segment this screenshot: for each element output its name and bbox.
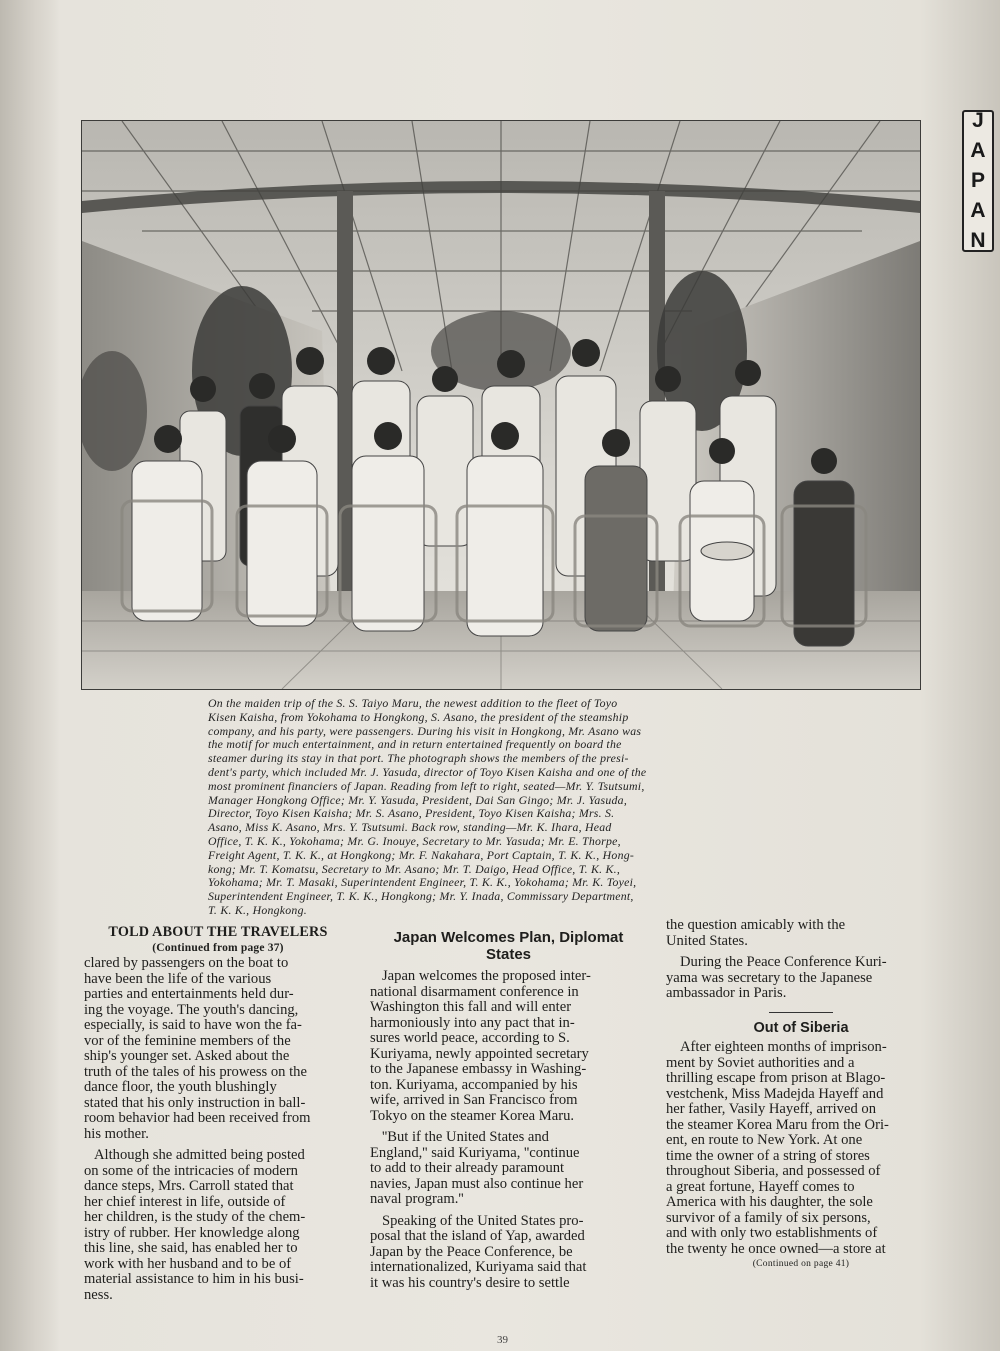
caption-line: T. K. K., Hongkong. [208, 902, 307, 917]
text-line: her chief interest in life, outside of [84, 1193, 286, 1210]
text-line: ''But if the United States and [382, 1129, 549, 1145]
text-line: the twenty he once owned—a store at [666, 1240, 886, 1257]
text-line: truth of the tales of his prowess on the [84, 1063, 307, 1080]
caption-line: most prominent financiers of Japan. Reading from left to right, seated—Mr. Y. Tsutsumi, [208, 778, 645, 793]
text-line: stated that his only instruction in ball- [84, 1094, 306, 1111]
text-line: have been the life of the various [84, 970, 272, 987]
page-number: 39 [497, 1334, 508, 1346]
text-line: ent, en route to New York. At one [666, 1132, 863, 1148]
text-line: dance floor, the youth blushingly [84, 1079, 277, 1095]
text-line: yama was secretary to the Japanese [666, 969, 873, 986]
caption-line: On the maiden trip of the S. S. Taiyo Maru, the newest addition to the fleet of Toyo [208, 696, 618, 710]
text-line: a great fortune, Hayeff comes to [666, 1178, 855, 1195]
caption-line: Superintendent Engineer, T. K. K., Hongkong; Mr. Y. Inada, Commissary Department, [208, 889, 634, 904]
text-line: sures world peace, according to S. [370, 1030, 570, 1046]
text-line: naval program.'' [370, 1191, 464, 1207]
caption-line: dent's party, which included Mr. J. Yasuda, director of Toyo Kisen Kaisha and one of the [208, 764, 647, 779]
text-line: ing the voyage. The youth's dancing, [84, 1001, 299, 1018]
text-line: the question amicably with the [666, 917, 846, 933]
diplomat-heading-line: Japan Welcomes Plan, Diplomat [393, 929, 624, 946]
text-line: ship's younger set. Asked about the [84, 1048, 290, 1064]
text-line: survivor of a family of six persons, [666, 1209, 871, 1226]
text-line: Although she admitted being posted [94, 1147, 305, 1163]
text-line: especially, is said to have won the fa- [84, 1017, 302, 1033]
text-line: throughout Siberia, and possessed of [666, 1163, 881, 1179]
section-divider [769, 1012, 833, 1013]
caption-line: Office, T. K. K., Yokohama; Mr. G. Inouye, Secretary to Mr. Yasuda; Mr. E. Thorpe, [208, 833, 621, 848]
text-line: Washington this fall and will enter [370, 999, 572, 1015]
caption-line: Kisen Kaisha, from Yokohama to Hongkong, S. Asano, the president of the steamship [208, 709, 629, 724]
text-line: Japan welcomes the proposed inter- [382, 968, 591, 984]
diplomat-heading-line: States [485, 945, 532, 963]
text-line: Speaking of the United States pro- [382, 1212, 584, 1229]
text-line: ness. [84, 1286, 113, 1303]
column-travelers [84, 925, 352, 1303]
text-line: During the Peace Conference Kuri- [680, 954, 887, 970]
diplomat-paragraph-1 [370, 969, 647, 1124]
text-line: istry of rubber. Her knowledge along [84, 1224, 300, 1241]
text-line: Tokyo on the steamer Korea Maru. [370, 1107, 575, 1124]
caption-line: Yokohama; Mr. T. Masaki, Superintendent Engineer, T. K. K., Yokohama; Mr. K. Toyei, [208, 875, 637, 890]
text-line: Kuriyama, newly appointed secretary [370, 1045, 589, 1062]
caption-line: kong; Mr. T. Komatsu, Secretary to Mr. Asano; Mr. T. Daigo, Head Office, T. K. K., [208, 861, 621, 876]
text-line: and with only two establishments of [666, 1225, 878, 1241]
text-line: dance steps, Mrs. Carroll stated that [84, 1178, 294, 1194]
text-line: national disarmament conference in [370, 983, 579, 1000]
text-line: posal that the island of Yap, awarded [370, 1228, 585, 1244]
text-line: vor of the feminine members of the [84, 1032, 291, 1049]
text-line: to add to their already paramount [370, 1160, 565, 1176]
text-line: time the owner of a string of stores [666, 1147, 870, 1164]
continued-from-note: (Continued from page 37) [152, 941, 284, 954]
text-line: navies, Japan must also continue her [370, 1175, 584, 1192]
text-line: wife, arrived in San Francisco from [370, 1092, 578, 1108]
tab-letter: J [972, 109, 984, 132]
diplomat-paragraph-2 [370, 1130, 647, 1208]
text-line: internationalized, Kuriyama said that [370, 1259, 587, 1275]
tab-letter: P [970, 169, 985, 192]
text-line: England,'' said Kuriyama, ''continue [370, 1144, 580, 1161]
text-line: work with her husband and to be of [84, 1255, 292, 1272]
travelers-heading: TOLD ABOUT THE TRAVELERS [108, 924, 328, 940]
text-line: ment by Soviet authorities and a [666, 1054, 855, 1071]
caption-line: Asano, Miss K. Asano, Mrs. Y. Tsutsumi. Back row, standing—Mr. K. Ihara, Head [208, 820, 612, 835]
photo-caption [208, 697, 806, 918]
text-line: the steamer Korea Maru from the Ori- [666, 1116, 889, 1133]
diplomat-paragraph-3 [370, 1214, 647, 1292]
page-edge-shadow [0, 0, 60, 1351]
column-siberia [666, 918, 936, 1273]
travelers-paragraph-2 [84, 1148, 352, 1303]
caption-line: Manager Hongkong Office; Mr. Y. Yasuda, President, Dai San Gingo; Mr. J. Yasuda, [208, 792, 628, 807]
text-line: thrilling escape from prison at Blago- [666, 1070, 886, 1086]
siberia-paragraph [666, 1040, 936, 1257]
continued-on-note: (Continued on page 41) [752, 1259, 850, 1269]
siberia-heading: Out of Siberia [753, 1019, 849, 1036]
caption-line: Director, Toyo Kisen Kaisha; Mr. S. Asano, President, Toyo Kisen Kaisha; Mrs. S. [208, 806, 615, 821]
tab-letter: N [970, 229, 986, 252]
diplomat-final-paragraph [666, 955, 936, 1002]
diplomat-continuation-paragraph [666, 918, 936, 949]
text-line: United States. [666, 932, 748, 949]
caption-line: company, and his party, were passengers. During his visit in Hongkong, Mr. Asano was [208, 723, 642, 738]
text-line: her children, is the study of the chem- [84, 1209, 306, 1225]
text-line: room behavior had been received from [84, 1110, 311, 1126]
text-line: ton. Kuriyama, accompanied by his [370, 1076, 578, 1093]
text-line: vestchenk, Miss Madejda Hayeff and [666, 1085, 884, 1102]
text-line: America with his daughter, the sole [666, 1194, 873, 1210]
text-line: material assistance to him in his busi- [84, 1271, 304, 1287]
travelers-paragraph-1 [84, 956, 352, 1142]
text-line: ambassador in Paris. [666, 985, 787, 1001]
text-line: harmoniously into any pact that in- [370, 1014, 575, 1031]
text-line: her father, Vasily Hayeff, arrived on [666, 1101, 876, 1117]
diplomat-heading [370, 930, 647, 963]
column-diplomat [370, 930, 647, 1291]
text-line: clared by passengers on the boat to [84, 955, 289, 971]
tab-letter: A [970, 199, 986, 222]
text-line: on some of the intricacies of modern [84, 1162, 298, 1179]
group-photograph [81, 120, 921, 690]
photo-illustration [82, 121, 920, 689]
text-line: Japan by the Peace Conference, be [370, 1243, 573, 1260]
caption-line: the motif for much entertainment, and in return entertained frequently on board the [208, 737, 622, 752]
text-line: it was his country's desire to settle [370, 1274, 570, 1291]
text-line: parties and entertainments held dur- [84, 986, 294, 1002]
text-line: to the Japanese embassy in Washing- [370, 1061, 587, 1077]
text-line: this line, she said, has enabled her to [84, 1240, 298, 1256]
tab-letter: A [970, 139, 986, 162]
caption-line: Freight Agent, T. K. K., at Hongkong; Mr. F. Nakahara, Port Captain, T. K. K., Hong- [208, 847, 635, 862]
text-line: After eighteen months of imprison- [680, 1039, 887, 1055]
section-tab-japan [962, 110, 994, 252]
caption-line: steamer during its stay in that port. The photograph shows the members of the presi- [208, 751, 629, 766]
text-line: his mother. [84, 1125, 149, 1142]
